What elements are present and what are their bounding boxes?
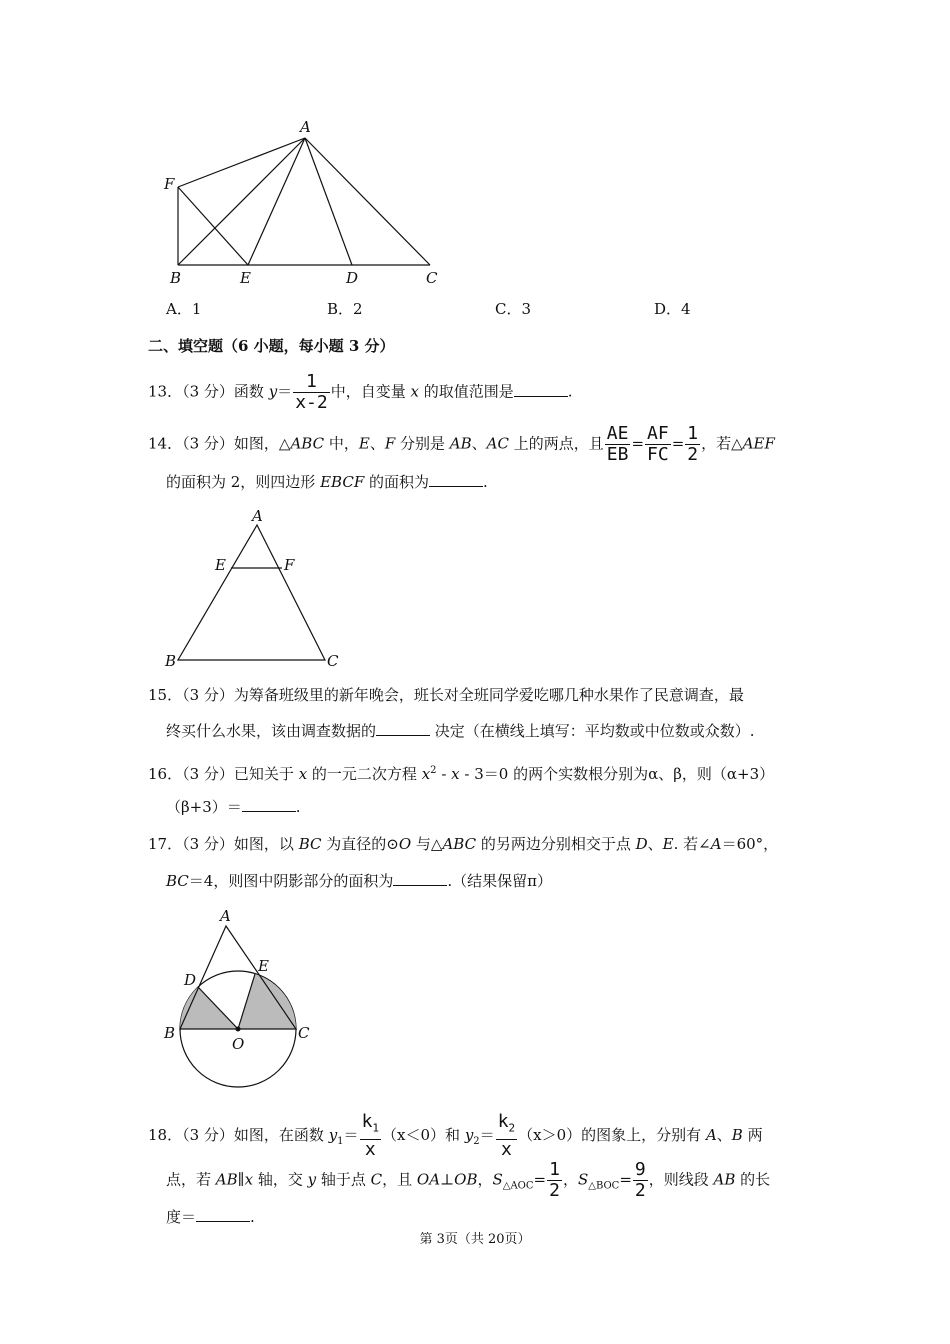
fig2-label-f: F bbox=[284, 556, 295, 574]
fig1-label-a: A bbox=[300, 118, 311, 136]
question-16: 16．（3 分）已知关于 x 的一元二次方程 $x^2 - x - 3=0$ 的两个实数根分别为α、β，则（α+3） bbox=[148, 765, 775, 783]
question-17: 17．（3 分）如图，以 BC 为直径的⊙O 与△ABC 的另两边分别相交于点 D、E. 若∠A＝60°， bbox=[148, 835, 779, 853]
fig1-label-b: B bbox=[170, 269, 182, 287]
question-16-line-2: （β+3）＝ . bbox=[166, 798, 301, 816]
question-14: 14．（3 分）如图，△ABC 中，E、F 分别是 AB、AC 上的两点，且 $\frac{AE}{EB}$ = $\frac{AF}{FC}$ = $\frac{1}{2}$ ，若△AEF bbox=[148, 423, 775, 465]
figure-3-diagram bbox=[160, 905, 320, 1090]
fig1-label-c: C bbox=[426, 269, 438, 287]
q18-answer-blank bbox=[196, 1207, 250, 1222]
q13-fraction: $\frac{1}{x-2}$ bbox=[295, 371, 328, 413]
option-d: D．4 bbox=[654, 300, 691, 318]
question-13: 13．（3 分）函数 y＝ $\frac{1}{x-2}$ 中，自变量 x 的取值范围是 . bbox=[148, 371, 573, 413]
fig1-label-d: D bbox=[346, 269, 359, 287]
option-b: B．2 bbox=[327, 300, 363, 318]
q14-fraction-ae-eb: $\frac{AE}{EB}$ bbox=[606, 423, 629, 465]
q14-fraction-af-fc: $\frac{AF}{FC}$ bbox=[647, 423, 669, 465]
question-15: 15．（3 分）为筹备班级里的新年晚会，班长对全班同学爱吃哪几种水果作了民意调查，最 bbox=[148, 686, 744, 704]
q15-answer-blank bbox=[376, 721, 430, 736]
question-14-line-2: 的面积为 2，则四边形 EBCF 的面积为 . bbox=[166, 473, 488, 491]
question-18-line-3: 度＝ . bbox=[166, 1208, 255, 1226]
q14-answer-blank bbox=[429, 472, 483, 487]
q14-fraction-half: $\frac{1}{2}$ bbox=[687, 423, 699, 465]
fig3-label-a: A bbox=[220, 907, 231, 925]
section-heading: 二、填空题（6 小题，每小题 3 分） bbox=[148, 337, 395, 355]
q18-fraction-k2: $\frac{k_2}{x}$ bbox=[497, 1111, 516, 1160]
figure-2-diagram bbox=[160, 505, 350, 675]
fig3-label-o: O bbox=[232, 1035, 245, 1053]
question-18-line-2: 点，若 AB∥x 轴，交 y 轴于点 C，且 OA⊥OB，$S_{\triangle AOC}=$ $\frac{1}{2}$ ，$S_{\triangle BOC}=$ $\frac{9}{2}$ ，则线段 AB 的长 bbox=[166, 1159, 771, 1201]
question-15-line-2: 终买什么水果，该由调查数据的 决定（在横线上填写：平均数或中位数或众数）. bbox=[166, 722, 755, 740]
q17-answer-blank bbox=[393, 871, 447, 886]
fig1-label-e: E bbox=[240, 269, 251, 287]
fig2-label-c: C bbox=[327, 652, 339, 670]
fig2-label-a: A bbox=[252, 507, 263, 525]
fig3-label-d: D bbox=[184, 971, 197, 989]
figure-1-diagram bbox=[160, 115, 460, 290]
fig2-label-b: B bbox=[165, 652, 177, 670]
question-17-line-2: BC＝4，则图中阴影部分的面积为 .（结果保留π） bbox=[166, 872, 552, 890]
fig3-label-b: B bbox=[164, 1024, 176, 1042]
fig1-label-f: F bbox=[164, 175, 175, 193]
q18-fraction-s-boc: $\frac{9}{2}$ bbox=[634, 1159, 646, 1201]
option-c: C．3 bbox=[495, 300, 532, 318]
question-18: 18．（3 分）如图，在函数 $y_1=$ $\frac{k_1}{x}$ （x＜0）和 $y_2=$ $\frac{k_2}{x}$ （x＞0）的图象上，分别有 A、B 两 bbox=[148, 1111, 763, 1160]
option-a: A．1 bbox=[166, 300, 202, 318]
q16-answer-blank bbox=[242, 797, 296, 812]
page-footer: 第 3页（共 20页） bbox=[419, 1232, 531, 1247]
fig2-label-e: E bbox=[215, 556, 226, 574]
fig3-label-c: C bbox=[298, 1024, 310, 1042]
q18-fraction-k1: $\frac{k_1}{x}$ bbox=[361, 1111, 380, 1160]
q18-fraction-s-aoc: $\frac{1}{2}$ bbox=[549, 1159, 560, 1201]
fig3-label-e: E bbox=[258, 957, 269, 975]
q13-answer-blank bbox=[514, 382, 568, 397]
